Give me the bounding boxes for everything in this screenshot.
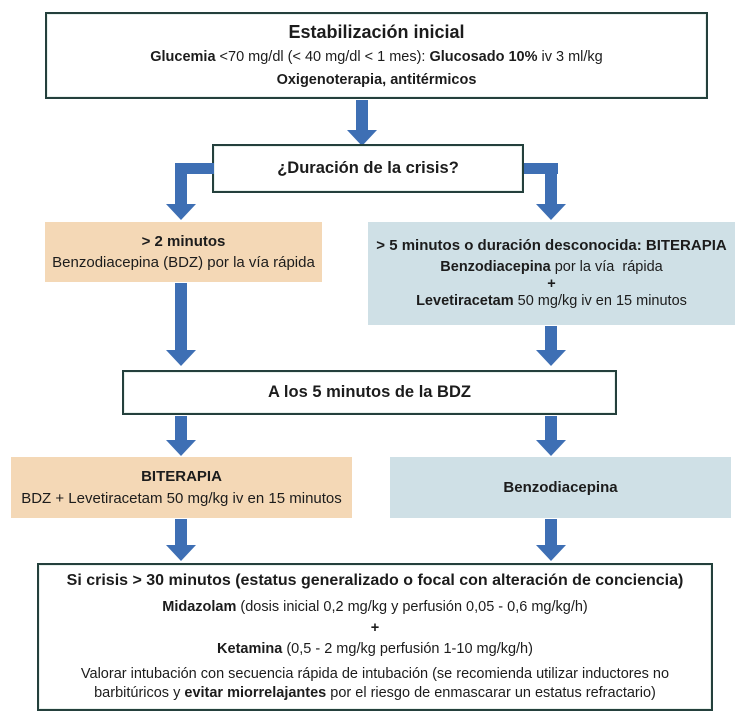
box-estabilizacion-inicial (45, 12, 708, 99)
arrow-down-icon (166, 163, 196, 220)
text-segment: por el riesgo de enmascarar un estatus refractario) (326, 684, 656, 701)
arrow-down-icon (536, 416, 566, 456)
arrow-stem (175, 163, 187, 206)
bdz-levetiracetam-line: BDZ + Levetiracetam 50 mg/kg iv en 15 minutos (21, 489, 342, 507)
arrow-stem (356, 100, 368, 132)
arrow-stem (545, 519, 557, 547)
arrow-stem (175, 283, 187, 352)
glucemia-line (150, 48, 603, 67)
levetiracetam-line (416, 292, 687, 311)
ketamina-line (217, 640, 533, 659)
arrow-head (166, 545, 196, 561)
arrow-down-icon (166, 283, 196, 366)
plus-sign: + (370, 620, 380, 637)
valorar-intubacion-line (55, 665, 695, 703)
text-segment: Benzodiacepina (440, 258, 551, 275)
arrow-head (536, 440, 566, 456)
text-segment: (0,5 - 2 mg/kg perfusión 1-10 mg/kg/h) (282, 640, 533, 657)
arrow-stem (175, 519, 187, 547)
text-segment: iv 3 ml/kg (537, 49, 603, 66)
text-segment: Glucemia (150, 49, 216, 66)
text-segment: Levetiracetam (416, 292, 514, 309)
arrow-stem (545, 163, 557, 206)
arrow-down-icon (166, 519, 196, 561)
arrow-head (536, 204, 566, 220)
text-segment: por la vía rápida (550, 258, 663, 275)
arrow-stem (545, 416, 557, 442)
box-title: > 5 minutos o duración desconocida: BITERAPIA (376, 237, 727, 255)
box-benzodiacepina (390, 457, 731, 518)
box-dos-minutos (45, 222, 322, 282)
text-segment: Valorar intubación con secuencia rápida de intubación (se recomienda utilizar inductores no barbitúricos y (80, 665, 674, 701)
text-segment: Ketamina (217, 640, 283, 657)
box-title: Estabilización inicial (288, 21, 465, 42)
arrow-head (166, 350, 196, 366)
arrow-down-icon (347, 100, 377, 146)
arrow-stem (175, 416, 187, 442)
arrow-down-icon (166, 416, 196, 456)
arrow-head (536, 545, 566, 561)
box-duracion-crisis (212, 144, 524, 193)
box-a-los-5-minutos (122, 370, 617, 415)
box-title: Si crisis > 30 minutos (estatus generalizado o focal con alteración de conciencia) (66, 572, 684, 590)
box-title: > 2 minutos (141, 232, 226, 250)
benzodiacepina-bdz-line: Benzodiacepina (BDZ) por la vía rápida (52, 254, 315, 271)
arrow-down-icon (536, 163, 566, 220)
box-title: Benzodiacepina (503, 478, 618, 496)
arrow-head (166, 204, 196, 220)
box-title: ¿Duración de la crisis? (277, 158, 459, 177)
box-title: A los 5 minutos de la BDZ (268, 382, 471, 401)
arrow-stem (545, 326, 557, 352)
plus-sign: + (547, 275, 556, 292)
arrow-down-icon (536, 519, 566, 561)
text-segment: <70 mg/dl (< 40 mg/dl < 1 mes): (215, 49, 430, 66)
arrow-down-icon (536, 326, 566, 366)
box-cinco-minutos-biterapia (368, 222, 735, 325)
benzodiacepina-line (440, 258, 662, 277)
box-title: BITERAPIA (141, 468, 222, 485)
text-segment: 50 mg/kg iv en 15 minutos (513, 292, 687, 309)
arrow-head (166, 440, 196, 456)
text-segment: Glucosado 10% (429, 49, 538, 66)
box-biterapia (11, 457, 352, 518)
midazolam-line (162, 598, 588, 617)
text-segment: evitar miorrelajantes (184, 684, 327, 701)
text-segment: (dosis inicial 0,2 mg/kg y perfusión 0,05 - 0,6 mg/kg/h) (236, 599, 588, 616)
oxigenoterapia-line: Oxigenoterapia, antitérmicos (276, 72, 477, 89)
box-estatus-30-minutos (37, 563, 713, 711)
arrow-head (536, 350, 566, 366)
text-segment: Midazolam (162, 599, 237, 616)
